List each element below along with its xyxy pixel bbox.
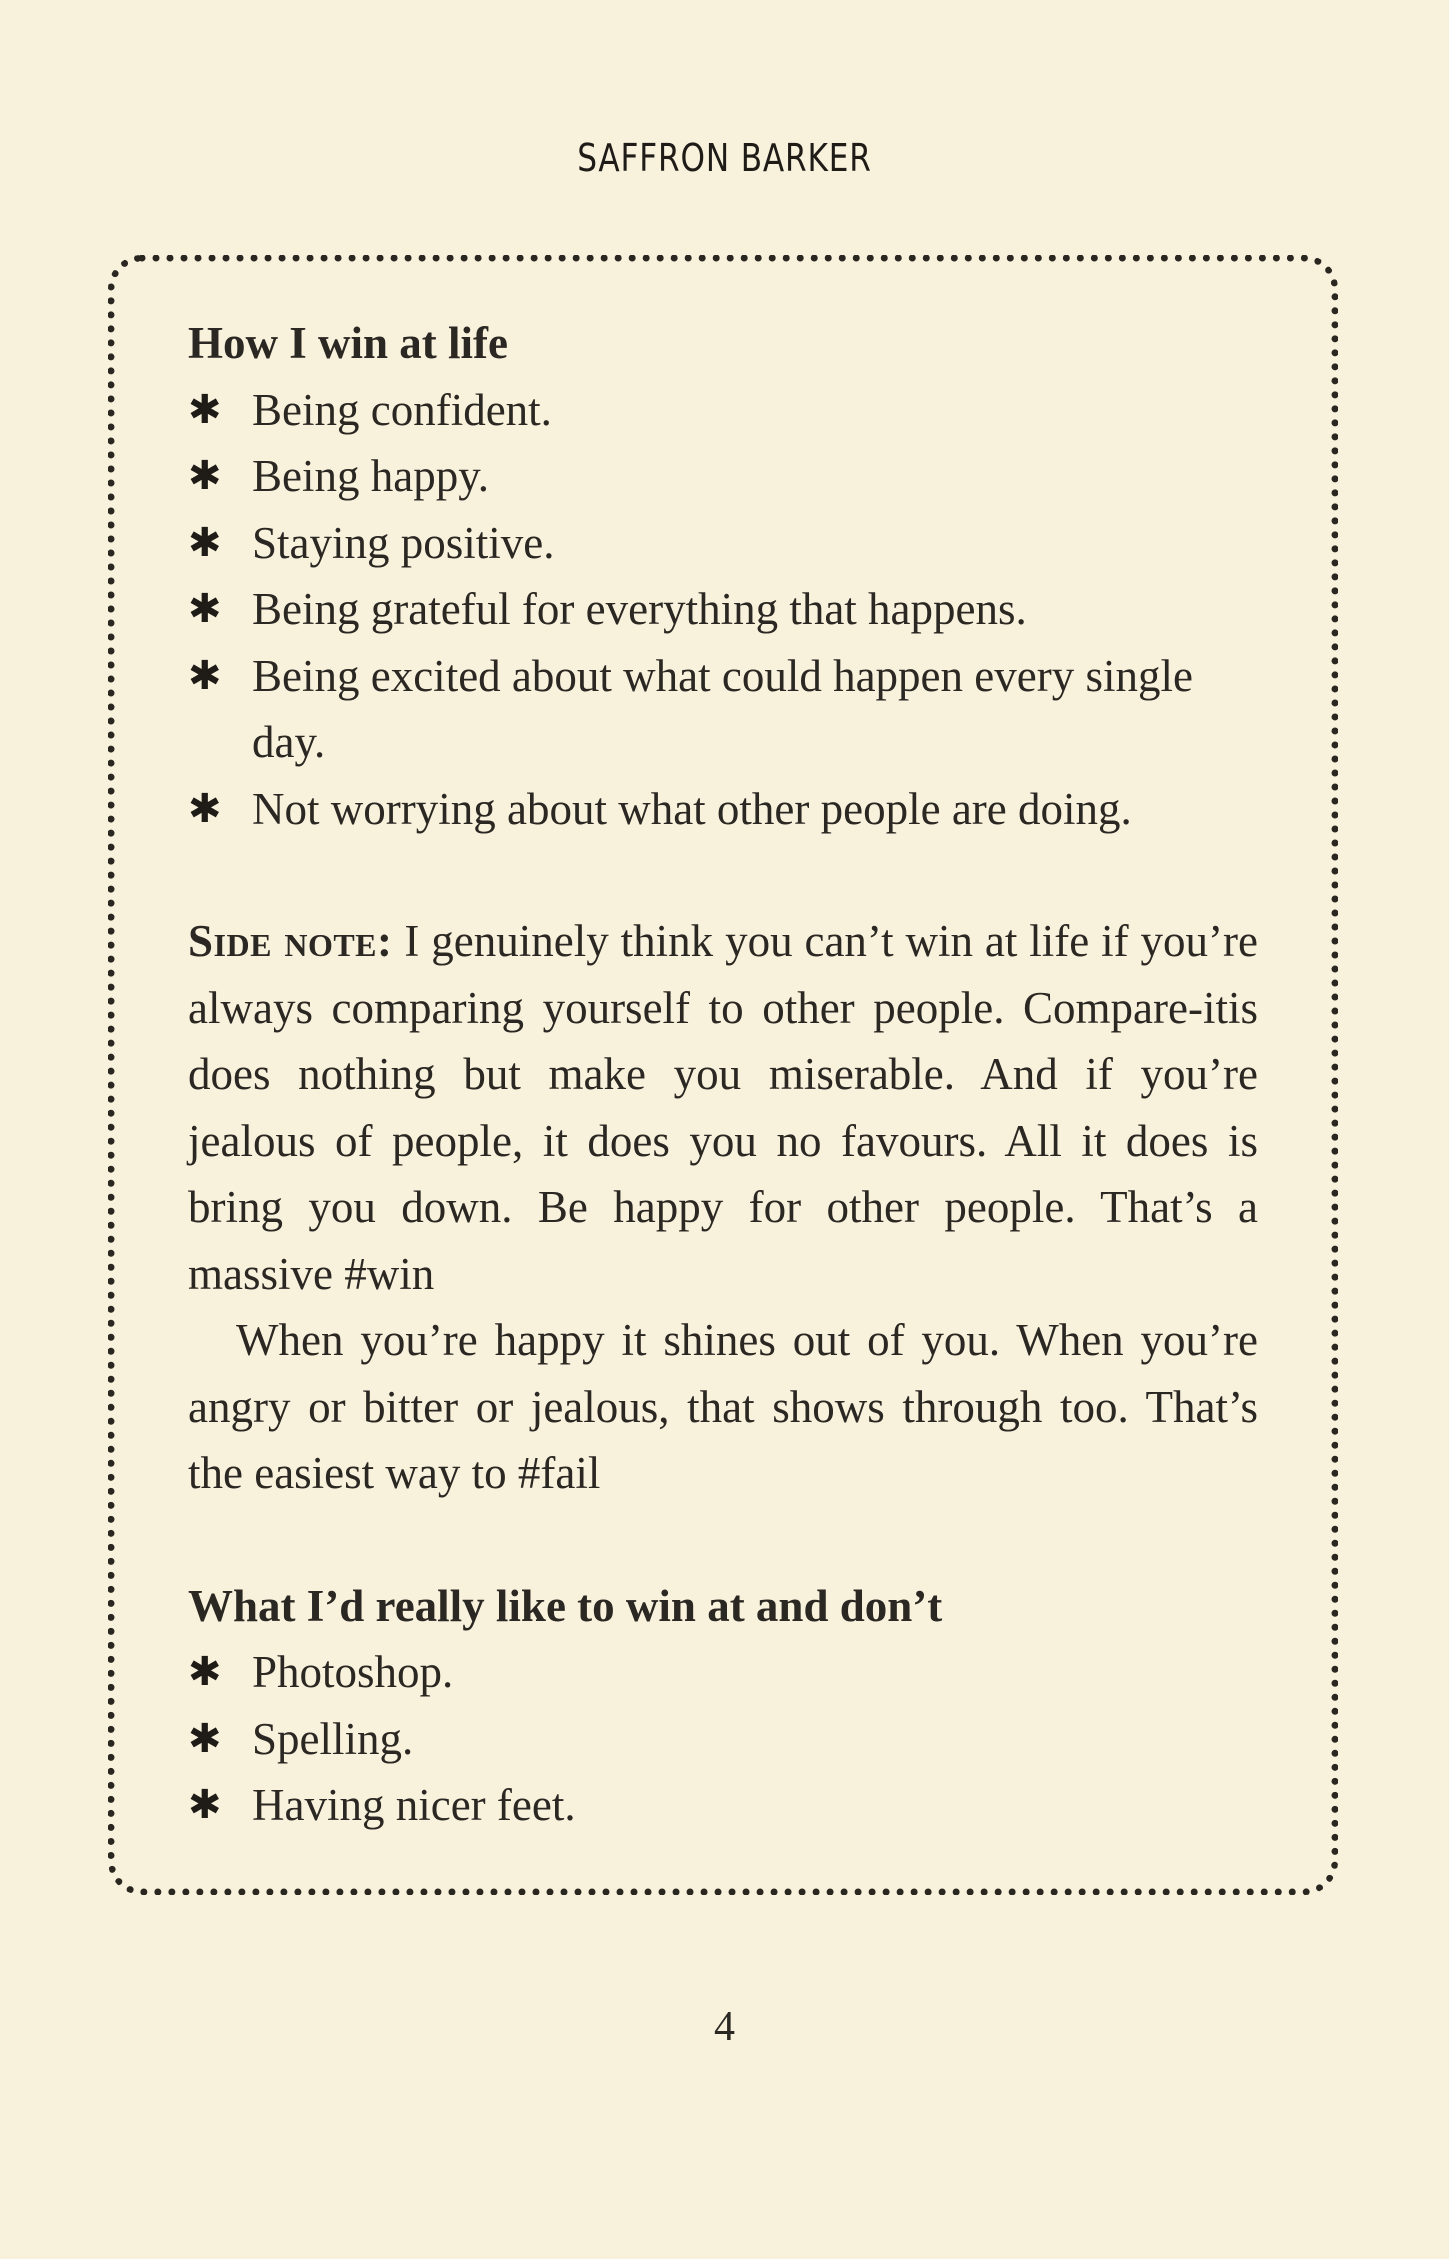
list-item: ✱ Staying positive. [188,510,1258,577]
star-bullet-icon: ✱ [188,519,222,565]
boxed-content [188,310,1258,1839]
section-heading-would-like-to-win: What I’d really like to win at and don’t [188,1580,943,1631]
star-bullet-icon: ✱ [188,1715,222,1761]
list-item: ✱ Being grateful for everything that happens. [188,576,1258,643]
star-bullet-icon: ✱ [188,652,222,698]
star-bullet-icon: ✱ [188,586,222,631]
list-item: ✱ Being excited about what could happen every single day. [188,643,1258,776]
list-item: ✱ Not worrying about what other people are doing. [188,776,1258,843]
win-at-life-list [188,377,1258,843]
running-head: SAFFRON BARKER [577,136,872,180]
would-like-to-win-list [188,1639,1258,1839]
spacer [188,1507,1258,1573]
list-item: ✱ Having nicer feet. [188,1772,1258,1839]
star-bullet-icon: ✱ [188,386,222,432]
side-note-paragraph-2: When you’re happy it shines out of you. When you’re angry or bitter or jealous, that shows through too. That’s the easiest way to #fail [188,1315,1258,1498]
side-note-label: Side note: [188,916,393,966]
list-item: ✱ Being happy. [188,443,1258,510]
list-item: ✱ Being confident. [188,377,1258,444]
spacer [188,842,1258,908]
side-note-paragraph: Side note: I genuinely think you can’t win at life if you’re always comparing yourself to other people. Compare-itis does nothing but make you miserable. And if you’re jealous of people, it does you no favours. All it does is bring you down. Be happy for other people. That’s a massive #win [188,916,1258,1299]
star-bullet-icon: ✱ [188,453,222,498]
page-number: 4 [714,2004,735,2050]
section-heading-win-at-life: How I win at life [188,318,508,368]
list-item: ✱ Spelling. [188,1706,1258,1773]
list-item: ✱ Photoshop. [188,1639,1258,1706]
star-bullet-icon: ✱ [188,1782,222,1827]
star-bullet-icon: ✱ [188,1649,222,1694]
star-bullet-icon: ✱ [188,785,222,831]
